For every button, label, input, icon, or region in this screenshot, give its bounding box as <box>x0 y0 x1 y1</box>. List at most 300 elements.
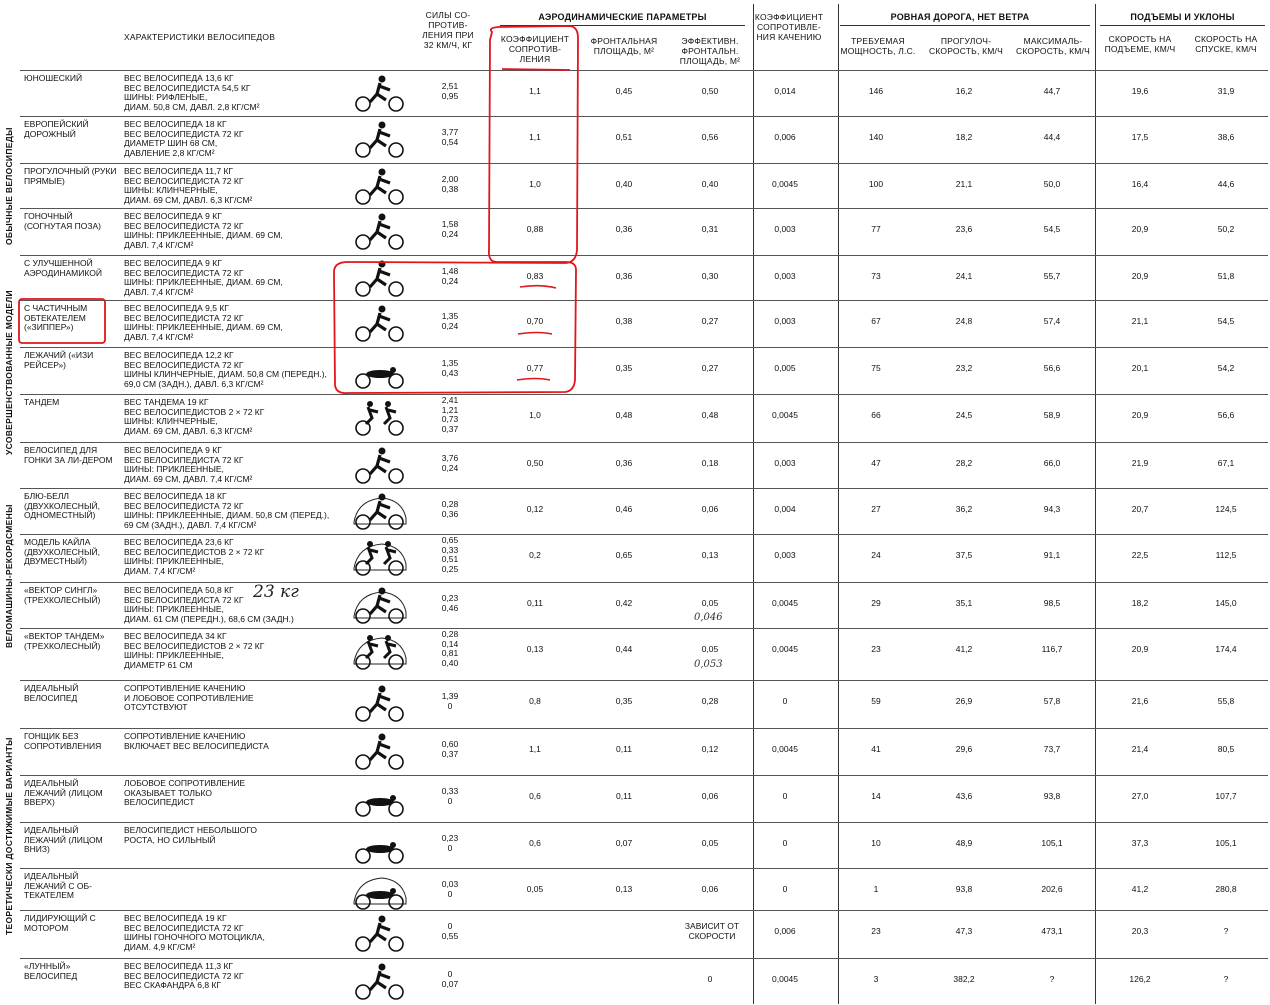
force-value: 0 <box>447 969 453 979</box>
downhill-speed-value: 51,8 <box>1217 271 1235 281</box>
uphill-speed-value: 22,5 <box>1131 550 1149 560</box>
description-line: ВЕС ВЕЛОСИПЕДИСТА 72 КГ <box>124 359 244 370</box>
downhill-speed-value: 105,1 <box>1215 838 1237 848</box>
uphill-speed-value: 21,9 <box>1131 458 1149 468</box>
table-row <box>0 534 1270 580</box>
uphill-speed-value: 41,2 <box>1131 884 1149 894</box>
required-power-value: 75 <box>871 363 881 373</box>
row-description <box>124 398 354 436</box>
drag-coefficient-value: 1,1 <box>529 132 541 142</box>
description-line: ВЕС ВЕЛОСИПЕДИСТА 72 КГ <box>124 454 244 465</box>
description-line: ШИНЫ КЛИНЧЕРНЫЕ, ДИАМ. 50,8 СМ (ПЕРЕДН.), <box>124 369 327 380</box>
hills-header-rule <box>1100 25 1265 26</box>
force-value: 2,51 <box>441 81 459 91</box>
rolling-coefficient-value: 0,003 <box>774 550 796 560</box>
force-value: 0,38 <box>441 183 459 194</box>
cruise-speed-value: 47,3 <box>955 926 973 936</box>
rolling-coefficient-value: 0 <box>782 696 788 706</box>
force-value: 0,33 <box>441 786 459 796</box>
header-downhill: СКОРОСТЬ НА СПУСКЕ, КМ/Ч <box>1194 34 1258 54</box>
effective-frontal-area-value: 0,05 <box>701 598 719 608</box>
force-value: 0,24 <box>441 320 459 331</box>
max-speed-value: 91,1 <box>1043 550 1061 560</box>
description-line: ДАВЛ. 7,4 КГ/СМ² <box>124 331 194 342</box>
row-divider <box>20 116 1268 117</box>
row-description <box>124 351 354 389</box>
bicycle-pictogram-icon <box>352 684 408 722</box>
max-speed-value: 66,0 <box>1043 458 1061 468</box>
resistance-force-values <box>430 630 470 668</box>
row-name: БЛЮ-БЕЛЛ (ДВУХКОЛЕСНЫЙ, ОДНОМЕСТНЫЙ) <box>24 491 100 521</box>
bicycle-pictogram-icon <box>352 398 408 436</box>
force-value: 0,60 <box>441 739 459 749</box>
downhill-speed-value: 124,5 <box>1215 504 1237 514</box>
row-name: ТАНДЕМ <box>24 397 60 407</box>
table-row <box>0 582 1270 628</box>
uphill-speed-value: 16,4 <box>1131 179 1149 189</box>
uphill-speed-value: 20,9 <box>1131 224 1149 234</box>
force-value: 0 <box>447 921 453 931</box>
effective-frontal-area-value: 0,31 <box>701 224 719 234</box>
description-line: ШИНЫ: КЛИНЧЕРНЫЕ, <box>124 416 218 427</box>
drag-coefficient-value: 0,70 <box>526 316 544 326</box>
bicycle-pictogram-icon <box>352 914 408 952</box>
resistance-force-values <box>430 220 470 239</box>
downhill-speed-value: 145,0 <box>1215 598 1237 608</box>
force-value: 1,35 <box>441 311 459 321</box>
required-power-value: 41 <box>871 744 881 754</box>
description-line: ДИАМ. 69 СМ, ДАВЛ. 7,4 КГ/СМ² <box>124 473 253 484</box>
row-name: ЛЕЖАЧИЙ («ИЗИ РЕЙСЕР») <box>24 350 94 370</box>
cruise-speed-value: 23,2 <box>955 363 973 373</box>
force-value: 0,73 <box>441 414 459 425</box>
cruise-speed-value: 23,6 <box>955 224 973 234</box>
uphill-speed-value: 20,9 <box>1131 644 1149 654</box>
description-line: ШИНЫ: КЛИНЧЕРНЫЕ, <box>124 185 218 196</box>
table-row <box>0 488 1270 534</box>
row-name: ПРОГУЛОЧНЫЙ (РУКИ ПРЯМЫЕ) <box>24 166 117 186</box>
table-row <box>0 347 1270 393</box>
max-speed-value: 56,6 <box>1043 363 1061 373</box>
description-line: ШИНЫ ГОНОЧНОГО МОТОЦИКЛА, <box>124 932 265 943</box>
row-divider <box>20 442 1268 443</box>
resistance-force-values <box>430 267 470 286</box>
row-name: ВЕЛОСИПЕД ДЛЯ ГОНКИ ЗА ЛИ-ДЕРОМ <box>24 445 113 465</box>
header-eff-frontal-area: ЭФФЕКТИВН. ФРОНТАЛЬН. ПЛОЩАДЬ, М² <box>679 36 741 66</box>
row-description <box>124 304 354 342</box>
drag-coefficient-value: 0,11 <box>527 598 543 608</box>
frontal-area-value: 0,51 <box>615 132 633 142</box>
row-description <box>124 684 354 713</box>
force-value: 0,46 <box>441 602 459 613</box>
force-value: 1,35 <box>441 358 459 368</box>
bicycle-pictogram-icon <box>352 962 408 1000</box>
force-value: 1,39 <box>441 691 459 701</box>
frontal-area-value: 0,13 <box>615 884 633 894</box>
group-label-ordinary: ОБЫЧНЫЕ ВЕЛОСИПЕДЫ <box>4 127 14 245</box>
group-label-theoretical: ТЕОРЕТИЧЕСКИ ДОСТИЖИМЫЕ ВАРИАНТЫ <box>4 737 14 935</box>
bicycle-pictogram-icon <box>352 732 408 770</box>
max-speed-value: 57,8 <box>1043 696 1061 706</box>
bicycle-pictogram-icon <box>352 779 408 817</box>
description-line: ДИАМ. 61 СМ (ПЕРЕДН.), 68,6 СМ (ЗАДН.) <box>124 613 294 624</box>
handwritten-vt-note: 0,053 <box>694 659 723 670</box>
downhill-speed-value: ? <box>1223 926 1229 936</box>
description-line: РОСТА, НО СИЛЬНЫЙ <box>124 834 216 845</box>
description-line: ДАВЛ. 7,4 КГ/СМ² <box>124 239 194 250</box>
bicycle-pictogram-icon <box>352 212 408 250</box>
force-value: 0,37 <box>441 748 459 759</box>
description-line: ДАВЛЕНИЕ 2,8 КГ/СМ² <box>124 147 215 158</box>
required-power-value: 29 <box>871 598 881 608</box>
force-value: 2,41 <box>441 395 459 405</box>
cruise-speed-value: 48,9 <box>955 838 973 848</box>
effective-frontal-area-value: 0,13 <box>701 550 719 560</box>
handwritten-weight-note: 23 кг <box>253 582 299 602</box>
row-name: ИДЕАЛЬНЫЙ ЛЕЖАЧИЙ (ЛИЦОМ ВВЕРХ) <box>24 778 103 808</box>
resistance-force-values <box>430 312 470 331</box>
row-divider <box>20 728 1268 729</box>
description-line: ВЕС ВЕЛОСИПЕДИСТА 72 КГ <box>124 594 244 605</box>
downhill-speed-value: 80,5 <box>1217 744 1235 754</box>
downhill-speed-value: 54,2 <box>1217 363 1235 373</box>
description-line: ВЕС ВЕЛОСИПЕДА 12,2 КГ <box>124 350 234 360</box>
description-line: ВЕС ВЕЛОСИПЕДА 23,6 КГ <box>124 537 234 547</box>
frontal-area-value: 0,40 <box>615 179 633 189</box>
force-value: 0,07 <box>441 978 459 989</box>
drag-coefficient-value: 0,12 <box>526 504 544 514</box>
table-row <box>0 775 1270 821</box>
description-line: ВЕС ВЕЛОСИПЕДА 9 КГ <box>124 258 222 268</box>
cruise-speed-value: 26,9 <box>955 696 973 706</box>
rolling-coefficient-value: 0 <box>782 838 788 848</box>
bicycle-pictogram-icon <box>352 120 408 158</box>
effective-frontal-area-value: 0,05 <box>701 644 719 654</box>
required-power-value: 24 <box>871 550 881 560</box>
cruise-speed-value: 36,2 <box>955 504 973 514</box>
bicycle-pictogram-icon <box>352 492 408 530</box>
force-value: 0,33 <box>441 544 459 555</box>
description-line: ВЕЛОСИПЕДИСТ НЕБОЛЬШОГО <box>124 825 257 835</box>
frontal-area-value: 0,36 <box>615 224 633 234</box>
max-speed-value: 44,7 <box>1043 86 1061 96</box>
row-divider <box>20 628 1268 629</box>
effective-frontal-area-value: 0,27 <box>701 316 719 326</box>
bicycle-pictogram-icon <box>352 632 408 670</box>
description-line: ОКАЗЫВАЕТ ТОЛЬКО <box>124 787 213 798</box>
effective-frontal-area-value: 0,06 <box>701 884 719 894</box>
header-flat-group: РОВНАЯ ДОРОГА, НЕТ ВЕТРА <box>890 12 1030 22</box>
uphill-speed-value: 20,7 <box>1131 504 1149 514</box>
description-line: ШИНЫ: ПРИКЛЕЕННЫЕ, <box>124 556 224 567</box>
drag-coefficient-value: 0,13 <box>526 644 544 654</box>
max-speed-value: 93,8 <box>1043 791 1061 801</box>
force-value: 0,51 <box>441 554 459 565</box>
required-power-value: 59 <box>871 696 881 706</box>
row-name: ЮНОШЕСКИЙ <box>24 73 83 83</box>
max-speed-value: 50,0 <box>1043 179 1061 189</box>
downhill-speed-value: 54,5 <box>1217 316 1235 326</box>
row-name: ГОНЩИК БЕЗ СОПРОТИВЛЕНИЯ <box>24 731 102 751</box>
header-hills-group: ПОДЪЕМЫ И УКЛОНЫ <box>1130 12 1235 22</box>
description-line: ВЕС ВЕЛОСИПЕДИСТА 72 КГ <box>124 175 244 186</box>
header-uphill: СКОРОСТЬ НА ПОДЪЕМЕ, КМ/Ч <box>1104 34 1176 54</box>
drag-coefficient-value: 0,8 <box>529 696 541 706</box>
force-value: 0,43 <box>441 367 459 378</box>
description-line: ВЕС ВЕЛОСИПЕДИСТА 72 КГ <box>124 500 244 511</box>
required-power-value: 3 <box>873 974 879 984</box>
rolling-coefficient-value: 0,0045 <box>772 179 798 189</box>
drag-coefficient-value: 0,05 <box>526 884 544 894</box>
uphill-speed-value: 19,6 <box>1131 86 1149 96</box>
cruise-speed-value: 41,2 <box>955 644 973 654</box>
description-line: 69 СМ (ЗАДН.), ДАВЛ. 7,4 КГ/СМ² <box>124 519 257 530</box>
force-value: 0,24 <box>441 275 459 286</box>
force-value: 2,00 <box>441 174 459 184</box>
required-power-value: 77 <box>871 224 881 234</box>
bicycle-pictogram-icon <box>352 74 408 112</box>
uphill-speed-value: 21,1 <box>1131 316 1149 326</box>
frontal-area-value: 0,46 <box>615 504 633 514</box>
uphill-speed-value: 18,2 <box>1131 598 1149 608</box>
rolling-coefficient-value: 0,003 <box>774 458 796 468</box>
description-line: И ЛОБОВОЕ СОПРОТИВЛЕНИЕ <box>124 692 254 703</box>
drag-coefficient-value: 1,0 <box>529 410 541 420</box>
cruise-speed-value: 16,2 <box>955 86 973 96</box>
drag-coefficient-value: 0,83 <box>526 271 544 281</box>
header-aero-group: АЭРОДИНАМИЧЕСКИЕ ПАРАМЕТРЫ <box>538 12 707 22</box>
description-line: ДИАМЕТР ШИН 68 СМ, <box>124 138 218 149</box>
description-line: ВЕЛОСИПЕДИСТ <box>124 797 195 808</box>
description-line: ОТСУТСТВУЮТ <box>124 702 188 713</box>
cruise-speed-value: 18,2 <box>955 132 973 142</box>
uphill-speed-value: 20,9 <box>1131 271 1149 281</box>
aero-header-rule <box>500 25 745 26</box>
required-power-value: 47 <box>871 458 881 468</box>
table-row <box>0 628 1270 674</box>
header-resistance-force: СИЛЫ СО-ПРОТИВ-ЛЕНИЯ ПРИ 32 КМ/Ч, КГ <box>422 10 474 50</box>
row-description <box>124 962 354 991</box>
header-characteristics: ХАРАКТЕРИСТИКИ ВЕЛОСИПЕДОВ <box>124 32 276 42</box>
row-name: ЛИДИРУЮЩИЙ С МОТОРОМ <box>24 913 96 933</box>
description-line: ШИНЫ: ПРИКЛЕЕННЫЕ, ДИАМ. 69 СМ, <box>124 230 283 241</box>
downhill-speed-value: 31,9 <box>1217 86 1235 96</box>
max-speed-value: 94,3 <box>1043 504 1061 514</box>
rolling-coefficient-value: 0,006 <box>774 926 796 936</box>
row-divider <box>20 208 1268 209</box>
drag-coefficient-value: 0,6 <box>529 838 541 848</box>
description-line: ШИНЫ: ПРИКЛЕЕННЫЕ, ДИАМ. 69 СМ, <box>124 277 283 288</box>
row-description <box>124 538 354 576</box>
effective-frontal-area-value: 0,06 <box>701 504 719 514</box>
resistance-force-values <box>430 692 470 711</box>
required-power-value: 100 <box>868 179 884 189</box>
table-row <box>0 70 1270 116</box>
cruise-speed-value: 21,1 <box>955 179 973 189</box>
description-line: ШИНЫ: ПРИКЛЕЕННЫЕ, ДИАМ. 69 СМ, <box>124 322 283 333</box>
resistance-force-values <box>430 175 470 194</box>
effective-frontal-area-value: 0,27 <box>701 363 719 373</box>
downhill-speed-value: 44,6 <box>1217 179 1235 189</box>
cruise-speed-value: 37,5 <box>955 550 973 560</box>
description-line: ВЕС ВЕЛОСИПЕДА 50,8 КГ <box>124 585 234 595</box>
uphill-speed-value: 20,9 <box>1131 410 1149 420</box>
drag-coefficient-value: 1,0 <box>529 179 541 189</box>
drag-coefficient-value: 0,50 <box>526 458 544 468</box>
effective-frontal-area-value: ЗАВИСИТ ОТ СКОРОСТИ <box>684 921 740 941</box>
force-value: 0,23 <box>441 833 459 843</box>
handwritten-vs-note: 0,046 <box>694 612 723 623</box>
drag-coefficient-value: 0,88 <box>526 224 544 234</box>
resistance-force-values <box>430 970 470 989</box>
frontal-area-value: 0,35 <box>615 363 633 373</box>
row-divider <box>20 394 1268 395</box>
required-power-value: 23 <box>871 644 881 654</box>
resistance-force-values <box>430 536 470 574</box>
description-line: ВЕС ВЕЛОСИПЕДИСТА 54,5 КГ <box>124 82 251 93</box>
description-line: ВЕС ВЕЛОСИПЕДИСТОВ 2 × 72 КГ <box>124 546 265 557</box>
description-line: ВЕС ТАНДЕМА 19 КГ <box>124 397 209 407</box>
description-line: ВЕС ВЕЛОСИПЕДА 11,3 КГ <box>124 961 234 971</box>
effective-frontal-area-value: 0,48 <box>701 410 719 420</box>
cruise-speed-value: 35,1 <box>955 598 973 608</box>
max-speed-value: 202,6 <box>1041 884 1063 894</box>
max-speed-value: 55,7 <box>1043 271 1061 281</box>
description-line: ДАВЛ. 7,4 КГ/СМ² <box>124 286 194 297</box>
effective-frontal-area-value: 0,40 <box>701 179 719 189</box>
force-value: 1,21 <box>441 404 459 415</box>
downhill-speed-value: 280,8 <box>1215 884 1237 894</box>
description-line: ДИАМ. 69 СМ, ДАВЛ. 6,3 КГ/СМ² <box>124 194 253 205</box>
force-value: 0,95 <box>441 90 459 101</box>
force-value: 0,81 <box>441 648 459 659</box>
force-value: 0,24 <box>441 462 459 473</box>
frontal-area-value: 0,65 <box>615 550 633 560</box>
rolling-coefficient-value: 0,014 <box>774 86 796 96</box>
max-speed-value: 58,9 <box>1043 410 1061 420</box>
force-value: 0,55 <box>441 930 459 941</box>
rolling-coefficient-value: 0,0045 <box>772 974 798 984</box>
header-drag-coef: КОЭФФИЦИЕНТ СОПРОТИВ-ЛЕНИЯ <box>500 34 570 64</box>
force-value: 0,54 <box>441 136 459 147</box>
uphill-speed-value: 20,3 <box>1131 926 1149 936</box>
row-divider <box>20 534 1268 535</box>
downhill-speed-value: 55,8 <box>1217 696 1235 706</box>
cruise-speed-value: 93,8 <box>955 884 973 894</box>
effective-frontal-area-value: 0,28 <box>701 696 719 706</box>
description-line: ДИАМ. 4,9 КГ/СМ² <box>124 941 196 952</box>
frontal-area-value: 0,45 <box>615 86 633 96</box>
row-description <box>124 826 354 845</box>
description-line: ВЕС ВЕЛОСИПЕДА 34 КГ <box>124 631 227 641</box>
row-description <box>124 259 354 297</box>
downhill-speed-value: 56,6 <box>1217 410 1235 420</box>
frontal-area-value: 0,44 <box>615 644 633 654</box>
force-value: 0,23 <box>441 593 459 603</box>
rolling-coefficient-value: 0,003 <box>774 224 796 234</box>
uphill-speed-value: 37,3 <box>1131 838 1149 848</box>
required-power-value: 66 <box>871 410 881 420</box>
header-power: ТРЕБУЕМАЯ МОЩНОСТЬ, Л.С. <box>840 36 916 56</box>
row-name: ИДЕАЛЬНЫЙ ЛЕЖАЧИЙ С ОБ-ТЕКАТЕЛЕМ <box>24 871 92 901</box>
required-power-value: 1 <box>873 884 879 894</box>
row-name: С ЧАСТИЧНЫМ ОБТЕКАТЕЛЕМ («ЗИППЕР») <box>24 303 88 333</box>
row-description <box>124 492 354 530</box>
effective-frontal-area-value: 0,56 <box>701 132 719 142</box>
row-name: МОДЕЛЬ КАЙЛА (ДВУХКОЛЕСНЫЙ, ДВУМЕСТНЫЙ) <box>24 537 100 567</box>
frontal-area-value: 0,48 <box>615 410 633 420</box>
row-description <box>124 446 354 484</box>
frontal-area-value: 0,36 <box>615 271 633 281</box>
table-row <box>0 163 1270 209</box>
description-line: ВЕС ВЕЛОСИПЕДИСТОВ 2 × 72 КГ <box>124 640 265 651</box>
description-line: ШИНЫ: ПРИКЛЕЕННЫЕ, <box>124 464 224 475</box>
table-row <box>0 728 1270 774</box>
row-description <box>124 212 354 250</box>
force-value: 0,28 <box>441 499 459 509</box>
resistance-force-values <box>430 880 470 899</box>
drag-coefficient-value: 0,2 <box>529 550 541 560</box>
force-value: 0,36 <box>441 508 459 519</box>
uphill-speed-value: 21,4 <box>1131 744 1149 754</box>
uphill-speed-value: 27,0 <box>1131 791 1149 801</box>
frontal-area-value: 0,11 <box>616 744 632 754</box>
row-divider <box>20 958 1268 959</box>
row-description <box>124 74 354 112</box>
frontal-area-value: 0,42 <box>615 598 633 608</box>
description-line: ШИНЫ: РИФЛЕНЫЕ, <box>124 92 208 103</box>
description-line: ВЕС ВЕЛОСИПЕДИСТА 72 КГ <box>124 267 244 278</box>
required-power-value: 146 <box>868 86 884 96</box>
downhill-speed-value: 174,4 <box>1215 644 1237 654</box>
table-row <box>0 116 1270 162</box>
description-line: ВЕС ВЕЛОСИПЕДИСТА 72 КГ <box>124 220 244 231</box>
row-description <box>124 120 354 158</box>
downhill-speed-value: 112,5 <box>1215 550 1237 560</box>
description-line: ДИАМ. 69 СМ, ДАВЛ. 6,3 КГ/СМ² <box>124 425 253 436</box>
description-line: СОПРОТИВЛЕНИЕ КАЧЕНИЮ <box>124 683 246 693</box>
description-line: ВЕС ВЕЛОСИПЕДИСТА 72 КГ <box>124 128 244 139</box>
row-description <box>124 914 354 952</box>
description-line: ДИАМЕТР 61 СМ <box>124 659 193 670</box>
description-line: ВЕС ВЕЛОСИПЕДА 9 КГ <box>124 211 222 221</box>
force-value: 0,24 <box>441 228 459 239</box>
force-value: 3,76 <box>441 453 459 463</box>
max-speed-value: ? <box>1049 974 1055 984</box>
description-line: ВЕС ВЕЛОСИПЕДА 9,5 КГ <box>124 303 229 313</box>
header-max-speed: МАКСИМАЛЬ-СКОРОСТЬ, КМ/Ч <box>1016 36 1090 56</box>
bicycle-pictogram-icon <box>352 259 408 297</box>
force-value: 0,65 <box>441 535 459 545</box>
cruise-speed-value: 24,8 <box>955 316 973 326</box>
description-line: ШИНЫ: ПРИКЛЕЕННЫЕ, ДИАМ. 50,8 СМ (ПЕРЕД.), <box>124 510 330 521</box>
uphill-speed-value: 17,5 <box>1131 132 1149 142</box>
flat-header-rule <box>840 25 1090 26</box>
row-divider <box>20 680 1268 681</box>
rolling-coefficient-value: 0,005 <box>774 363 796 373</box>
max-speed-value: 473,1 <box>1041 926 1063 936</box>
row-description <box>124 632 354 670</box>
description-line: ВЕС ВЕЛОСИПЕДИСТОВ 2 × 72 КГ <box>124 406 265 417</box>
uphill-speed-value: 126,2 <box>1129 974 1151 984</box>
description-line: ВЕС ВЕЛОСИПЕДА 13,6 КГ <box>124 73 234 83</box>
effective-frontal-area-value: 0,06 <box>701 791 719 801</box>
row-divider <box>20 868 1268 869</box>
frontal-area-value: 0,36 <box>615 458 633 468</box>
uphill-speed-value: 20,1 <box>1131 363 1149 373</box>
force-value: 0 <box>447 700 453 711</box>
table-row <box>0 910 1270 956</box>
